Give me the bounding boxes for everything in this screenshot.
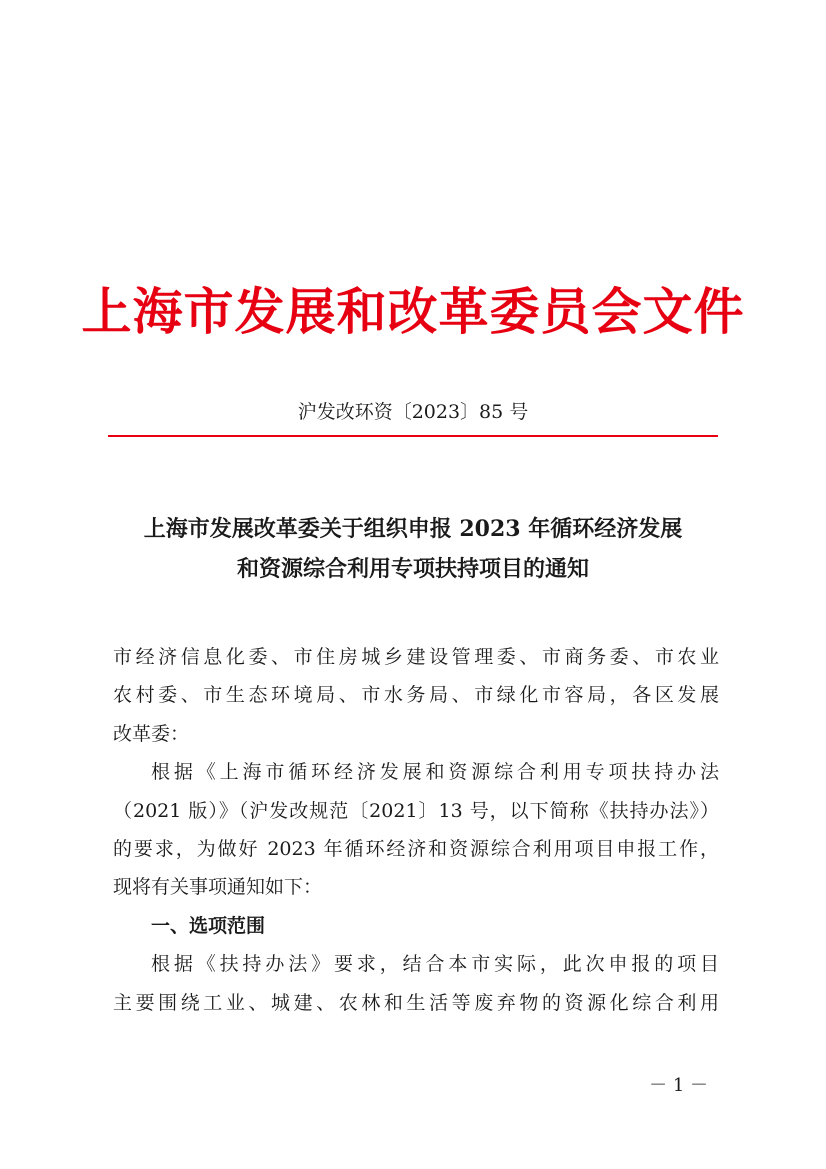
notice-title xyxy=(90,509,736,589)
page-number: － 1 － xyxy=(649,1075,708,1096)
addressee-line-3: 改革委： xyxy=(113,722,190,745)
intro-paragraph xyxy=(113,753,719,907)
section-heading-scope: 一、选项范围 xyxy=(151,914,266,937)
addressee-line-2: 农村委、市生态环境局、市水务局、市绿化市容局，各区发展 xyxy=(113,684,719,707)
intro-line-4: 现将有关事项通知如下： xyxy=(113,876,323,899)
section1-paragraph xyxy=(113,945,719,1022)
section1-line-2: 主要围绕工业、城建、农林和生活等废弃物的资源化综合利用 xyxy=(113,991,719,1014)
red-divider-line xyxy=(108,435,718,437)
section1-line-1: 根据《扶持办法》要求，结合本市实际，此次申报的项目 xyxy=(151,953,719,976)
intro-line-2: （2021 版）》（沪发改规范〔2021〕13 号，以下简称《扶持办法》） xyxy=(113,799,719,822)
intro-line-3: 的要求，为做好 2023 年循环经济和资源综合利用项目申报工作， xyxy=(113,837,719,860)
addressee-line-1: 市经济信息化委、市住房城乡建设管理委、市商务委、市农业 xyxy=(113,646,719,668)
document-body xyxy=(113,638,719,1022)
notice-title-line-2: 和资源综合利用专项扶持项目的通知 xyxy=(236,556,589,582)
intro-line-1: 根据《上海市循环经济发展和资源综合利用专项扶持办法 xyxy=(151,761,719,784)
document-number: 沪发改环资〔2023〕85 号 xyxy=(297,401,529,423)
addressee-paragraph xyxy=(113,638,719,753)
document-header-title: 上海市发展和改革委员会文件 xyxy=(81,282,745,341)
notice-title-line-1: 上海市发展改革委关于组织申报 2023 年循环经济发展 xyxy=(143,516,683,542)
